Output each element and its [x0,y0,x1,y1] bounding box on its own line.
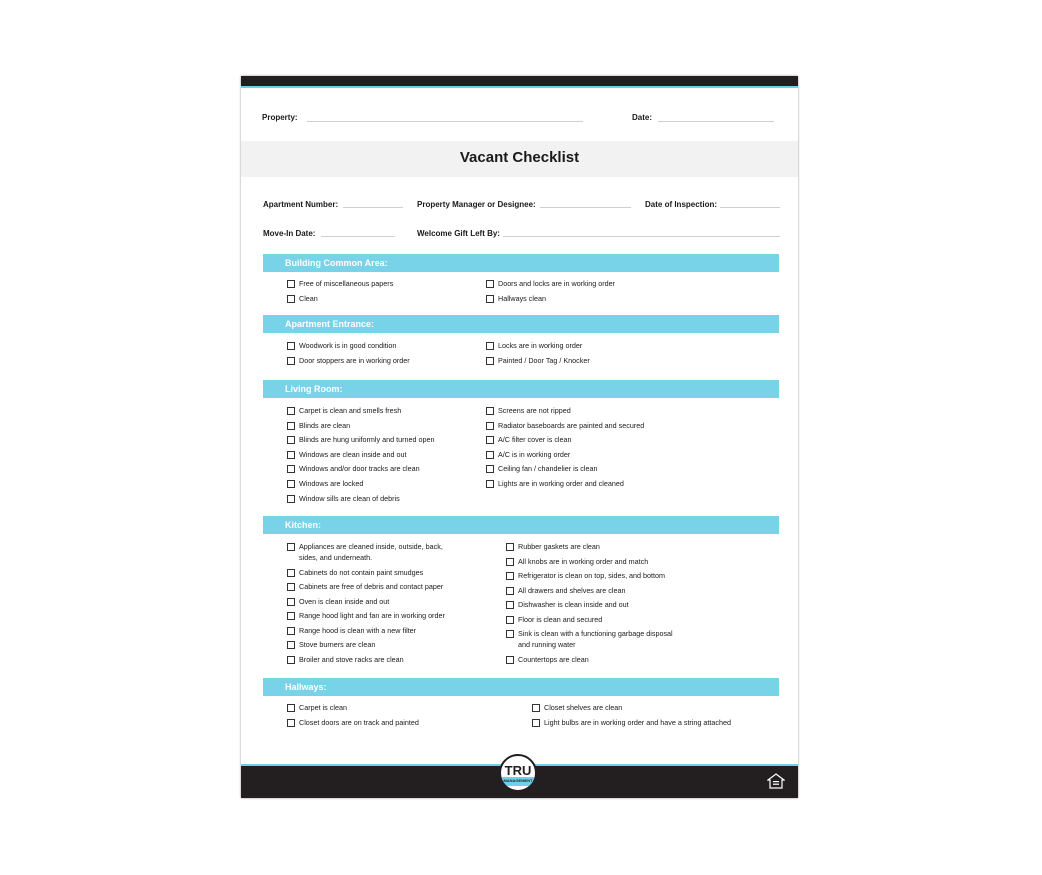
checklist-item-label: Floor is clean and secured [518,614,603,624]
checklist-item-label: Door stoppers are in working order [299,355,410,365]
checklist-item[interactable] [486,293,666,304]
checkbox[interactable] [287,719,295,727]
checklist-item[interactable] [287,434,467,445]
checklist-item-label: Cabinets do not contain paint smudges [299,567,424,577]
checklist-item-label: Blinds are hung uniformly and turned open [299,435,435,445]
property-manager-field[interactable] [540,207,631,208]
checklist-item[interactable] [287,654,467,665]
date-of-inspection-label: Date of Inspection: [645,200,718,209]
checkbox[interactable] [287,295,295,303]
checkbox[interactable] [506,630,514,638]
checklist-item-label: All drawers and shelves are clean [518,585,626,595]
checklist-item-label: Broiler and stove racks are clean [299,654,404,664]
checkbox[interactable] [486,280,494,288]
checklist-item-label: Countertops are clean [518,654,589,664]
checklist-item[interactable] [287,596,467,607]
checkbox[interactable] [287,641,295,649]
checklist-item[interactable] [506,599,686,610]
checkbox[interactable] [287,407,295,415]
checklist-item-continuation [287,552,467,563]
checklist-item[interactable] [287,493,467,504]
move-in-date-label: Move-In Date: [263,229,316,238]
checkbox[interactable] [486,451,494,459]
checkbox[interactable] [287,704,295,712]
checklist-item[interactable] [486,340,666,351]
section-header-band [263,315,779,333]
checklist-item[interactable] [287,567,467,578]
checkbox[interactable] [287,543,295,551]
checkbox[interactable] [486,465,494,473]
section-title: Kitchen: [285,520,321,530]
page-title: Vacant Checklist [459,149,580,166]
checkbox[interactable] [532,719,540,727]
checkbox[interactable] [287,436,295,444]
checklist-item-label: Range hood is clean with a new filter [299,625,417,635]
welcome-gift-field[interactable] [503,236,780,237]
checklist-item[interactable] [287,478,467,489]
checkbox[interactable] [287,627,295,635]
checklist-item[interactable] [486,449,666,460]
checkbox[interactable] [287,357,295,365]
checklist-item-label: Refrigerator is clean on top, sides, and bottom [518,571,666,580]
checkbox[interactable] [506,656,514,664]
checklist-item-label: Woodwork is in good condition [299,341,397,350]
section-title: Building Common Area: [285,258,388,268]
checklist-item[interactable] [486,434,666,445]
checklist-item-label: Carpet is clean and smells fresh [299,406,402,415]
checklist-item[interactable] [287,610,467,621]
checkbox[interactable] [486,357,494,365]
apartment-number-field[interactable] [343,207,403,208]
checkbox[interactable] [287,656,295,664]
checklist-item-label: Stove burners are clean [299,640,376,649]
checklist-item[interactable] [506,614,686,625]
checklist-item-label: Carpet is clean [299,703,347,712]
date-field[interactable] [658,121,774,122]
checklist-item[interactable] [287,355,467,366]
checkbox[interactable] [506,601,514,609]
checklist-item[interactable] [506,654,686,665]
checkbox[interactable] [506,572,514,580]
checklist-item[interactable] [506,541,686,552]
checklist-item[interactable] [486,405,666,416]
checklist-item[interactable] [287,541,467,552]
section-title: Hallways: [285,682,327,692]
checklist-item[interactable] [506,556,686,567]
checkbox[interactable] [532,704,540,712]
checkbox[interactable] [287,342,295,350]
tru-management-logo [499,754,537,792]
checklist-item-continuation [506,639,686,650]
checklist-sheet [241,76,798,798]
date-of-inspection-field[interactable] [720,207,780,208]
checklist-item[interactable] [486,478,666,489]
checklist-item[interactable] [506,585,686,596]
checkbox[interactable] [486,436,494,444]
date-label: Date: [632,113,653,122]
checklist-item-label: Locks are in working order [498,341,583,350]
checklist-item[interactable] [506,628,686,639]
checkbox[interactable] [287,612,295,620]
header-bar [241,76,798,86]
checklist-item-label: Doors and locks are in working order [498,279,616,288]
checklist-item-label: A/C filter cover is clean [498,435,572,445]
property-manager-label: Property Manager or Designee: [417,200,536,209]
checklist-item-label: Sink is clean with a functioning garbage disposal [518,629,673,638]
checklist-item-label: Windows and/or door tracks are clean [299,464,420,474]
section-title: Living Room: [285,384,343,394]
checklist-item-label: Screens are not ripped [498,406,571,415]
checklist-item-label: Radiator baseboards are painted and secured [498,420,645,430]
checklist-item-label: Ceiling fan / chandelier is clean [498,464,598,474]
property-field[interactable] [307,121,583,122]
checklist-item-label: Appliances are cleaned inside, outside, back, [299,542,443,551]
checklist-item[interactable] [287,702,467,713]
checklist-item-label: Windows are locked [299,479,364,488]
checkbox[interactable] [506,616,514,624]
checklist-item-label: Cabinets are free of debris and contact paper [299,582,444,591]
checkbox[interactable] [287,480,295,488]
equal-housing-opportunity-icon [767,773,785,789]
checklist-item[interactable] [287,639,467,650]
checklist-item[interactable] [506,570,686,581]
section-title: Apartment Entrance: [285,319,375,329]
checklist-item-label: Range hood light and fan are in working order [299,611,445,620]
checklist-item-label: A/C is in working order [498,449,571,459]
checkbox[interactable] [287,583,295,591]
checklist-item-label: Dishwasher is clean inside and out [518,600,629,609]
checklist-item-label: All knobs are in working order and match [518,556,649,566]
checkbox[interactable] [506,558,514,566]
checklist-item[interactable] [287,463,467,474]
checklist-item[interactable] [287,278,467,289]
checkbox[interactable] [287,598,295,606]
checklist-item[interactable] [287,405,467,416]
checklist-item[interactable] [532,717,772,728]
checkbox[interactable] [287,495,295,503]
checklist-item[interactable] [532,702,772,713]
section-header-band [263,678,779,696]
header-accent-line [241,86,798,88]
checklist-item-label: Free of miscellaneous papers [299,279,394,288]
checkbox[interactable] [287,422,295,430]
logo-subtitle: MANAGEMENT [503,778,533,783]
checkbox[interactable] [287,569,295,577]
checklist-item[interactable] [486,355,666,366]
checklist-item-label: Window sills are clean of debris [299,493,400,503]
checkbox[interactable] [486,407,494,415]
checkbox[interactable] [486,480,494,488]
welcome-gift-label: Welcome Gift Left By: [417,229,500,238]
checkbox[interactable] [287,280,295,288]
checklist-item-label: Painted / Door Tag / Knocker [498,355,590,365]
checklist-item[interactable] [287,293,467,304]
checkbox[interactable] [486,295,494,303]
checklist-item-label: Rubber gaskets are clean [518,542,600,551]
checkbox[interactable] [486,342,494,350]
checklist-item-label: Blinds are clean [299,420,351,430]
section-header-band [263,380,779,398]
checklist-item-label: Clean [299,293,318,303]
checklist-item-label: Lights are in working order and cleaned [498,479,624,488]
property-label: Property: [262,113,298,122]
checkbox[interactable] [287,451,295,459]
checklist-item[interactable] [287,420,467,431]
checklist-item[interactable] [287,625,467,636]
checkbox[interactable] [506,587,514,595]
checklist-item-label: Closet doors are on track and painted [299,717,419,727]
checklist-item-label: sides, and underneath. [299,552,373,562]
checkbox[interactable] [287,465,295,473]
checklist-item-label: and running water [518,640,576,649]
logo-wordmark: TRU [504,763,532,778]
checklist-item[interactable] [287,340,467,351]
apartment-number-label: Apartment Number: [263,200,339,209]
section-header-band [263,254,779,272]
checklist-item[interactable] [486,420,666,431]
checklist-item-label: Oven is clean inside and out [299,596,390,606]
checkbox[interactable] [506,543,514,551]
checklist-item[interactable] [486,463,666,474]
checklist-item-label: Light bulbs are in working order and have a string attached [544,717,731,727]
checklist-item-label: Closet shelves are clean [544,703,623,712]
section-header-band [263,516,779,534]
checklist-item[interactable] [287,717,467,728]
checklist-item-label: Hallways clean [498,293,546,303]
move-in-date-field[interactable] [321,236,395,237]
checklist-item[interactable] [287,581,467,592]
checkbox[interactable] [486,422,494,430]
checklist-item[interactable] [287,449,467,460]
checklist-item[interactable] [486,278,666,289]
checklist-item-label: Windows are clean inside and out [299,449,407,459]
